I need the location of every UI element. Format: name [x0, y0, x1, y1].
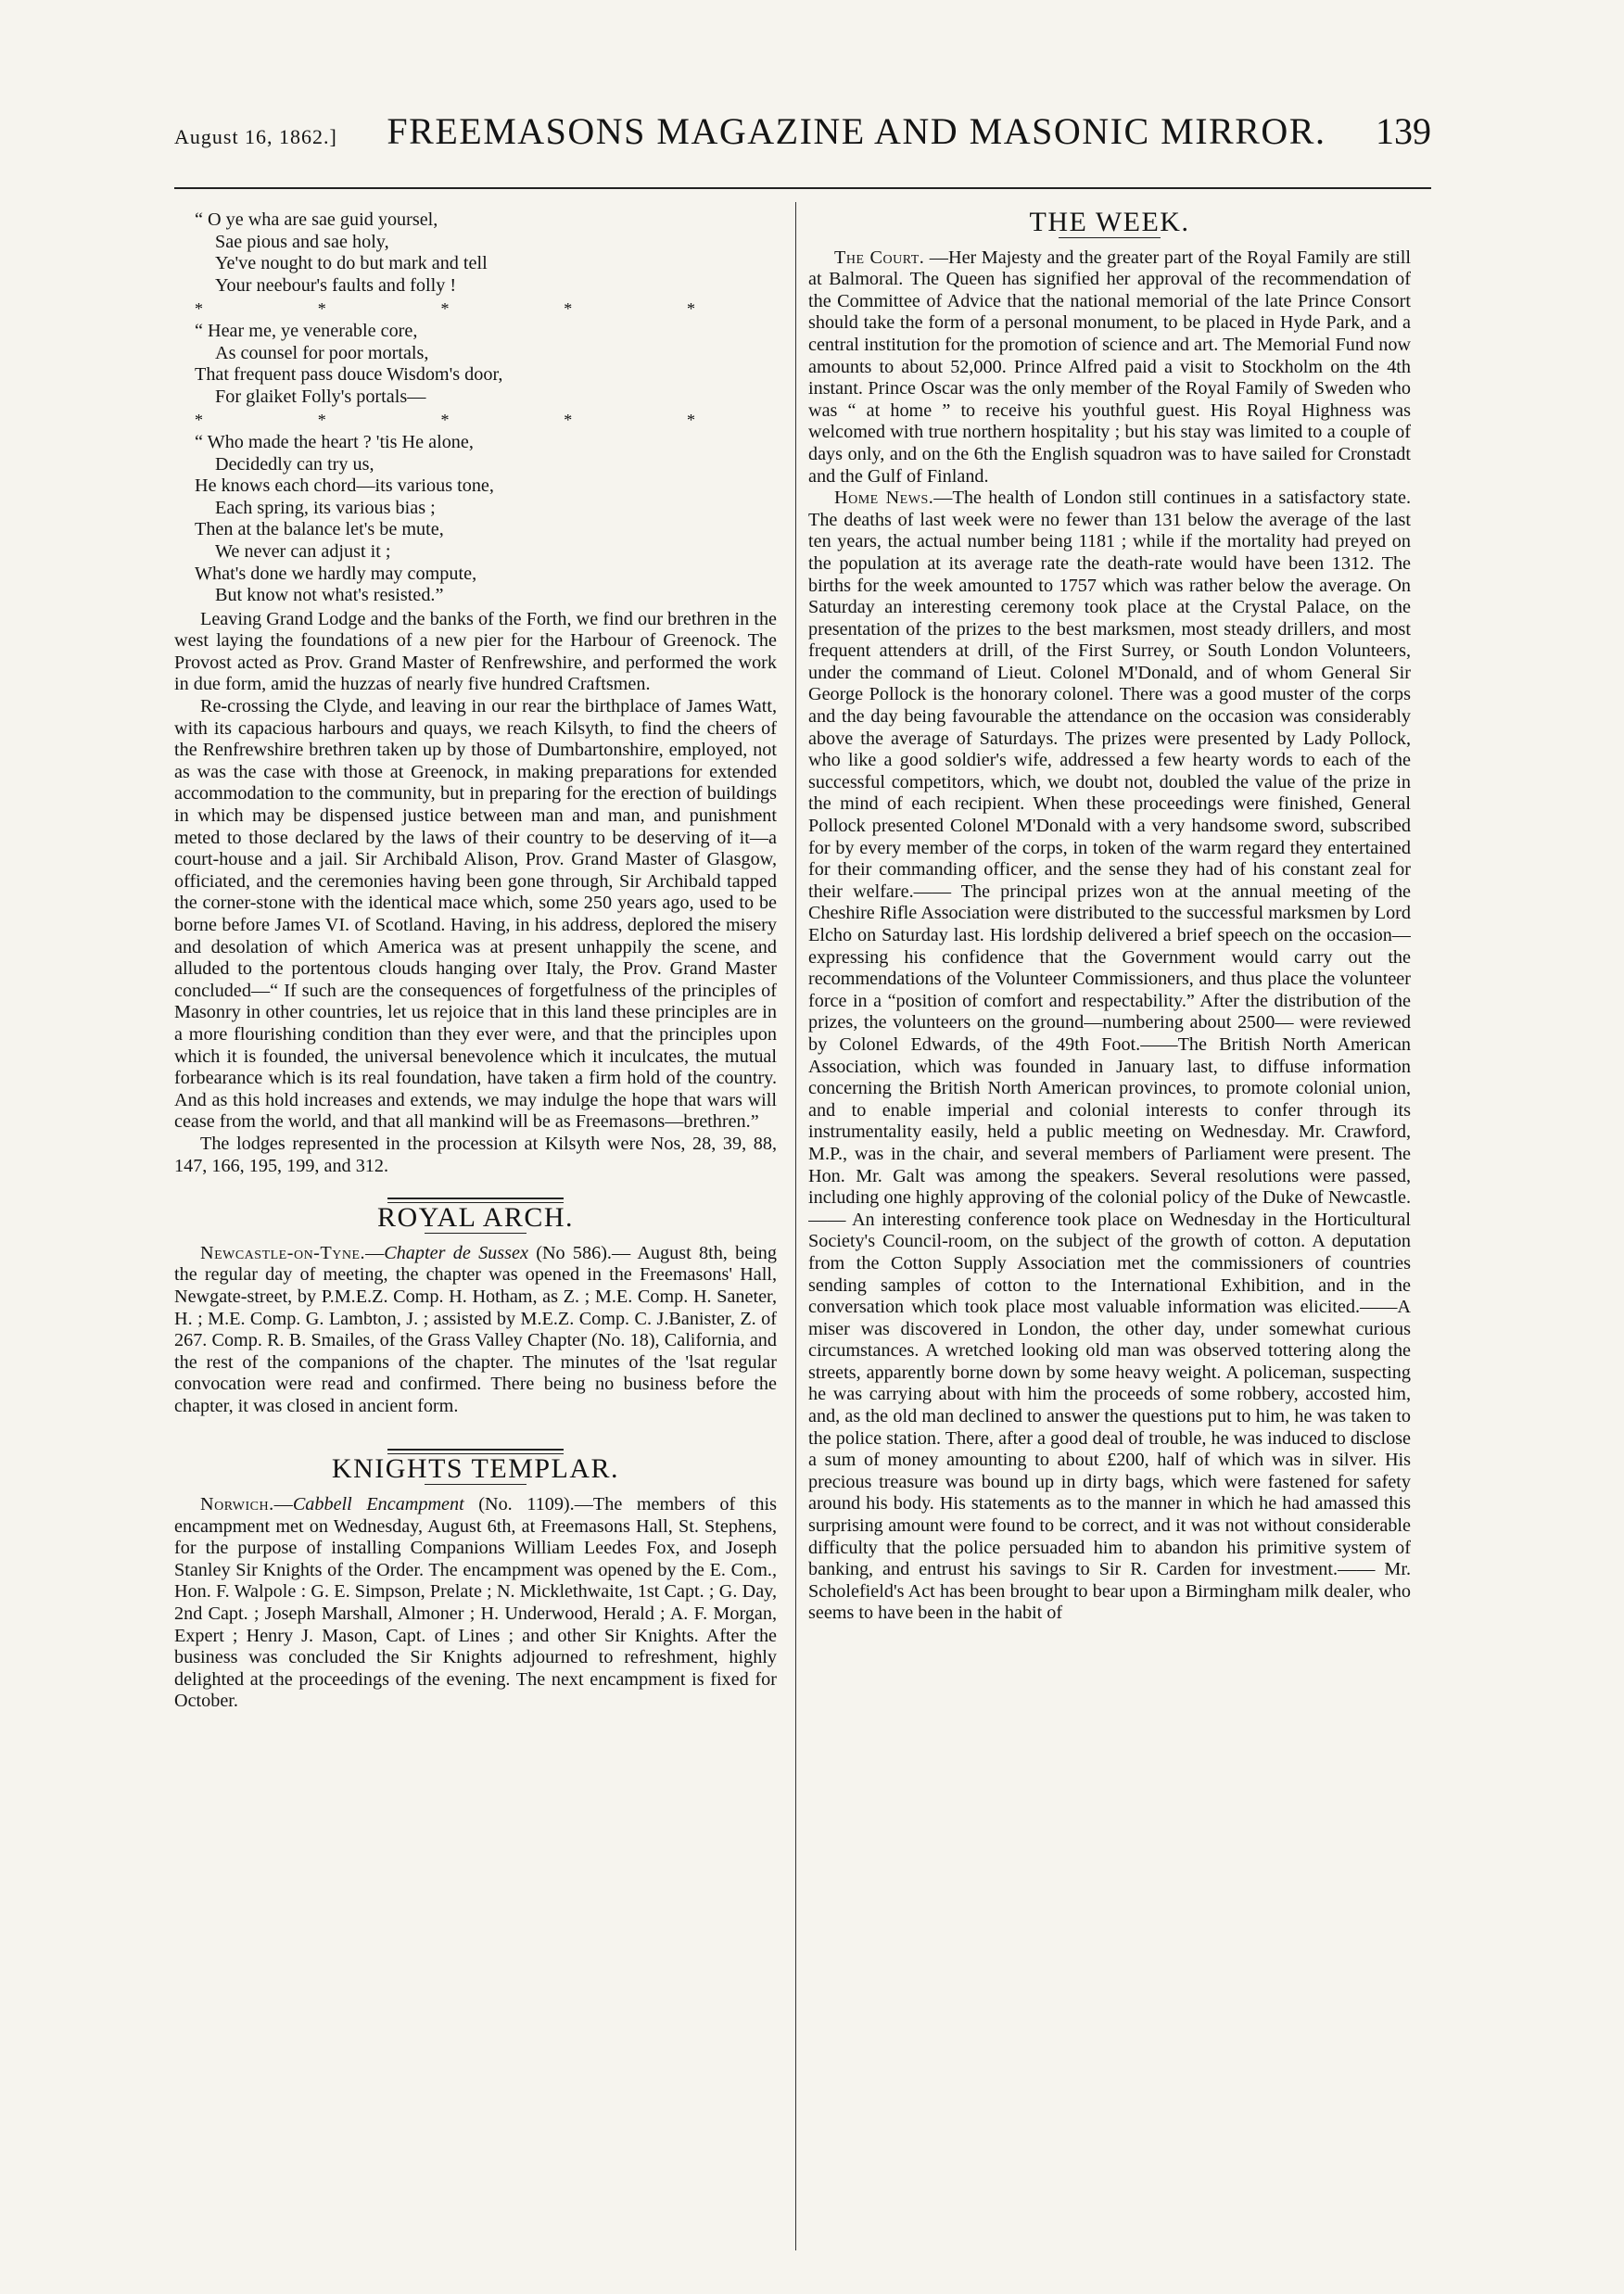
- right-column: [808, 208, 1411, 2247]
- home-news: Home News.—The health of London still continues in a satisfactory state. The deaths of last week were no fewer than 131 below the average of the last ten years, the actual number being 1181 ; while if the mortality had preyed on the population at its average rate the death-rate would have been 1312. The births for the week amounted to 1757 which was rather below the average. On Saturday an interesting ceremony took place at the Crystal Palace, on the presentation of the prizes to the best marksmen, most steady drillers, and most frequent attenders at drill, of the First Surrey, or South London Volunteers, under the command of Lieut. Colonel M'Donald, and of whom General Sir George Pollock is the honorary colonel. There was a good muster of the corps and the day being favourable the attendance on the occasion was considerably above the average of Saturdays. The prizes were presented by Lady Pollock, who like a good soldier's wife, addressed a few hearty words to each of the successful competitors, which, we doubt not, doubled the value of the prize in the mind of each recipient. When these proceedings were finished, General Pollock presented Colonel M'Donald with a very handsome sword, subscribed for by every member of the corps, in token of the warm regard they entertained for their commanding officer, and the sense they had of his constant zeal for their welfare.—— The principal prizes won at the annual meeting of the Cheshire Rifle Association were distributed to the successful marksmen by Lord Elcho on Saturday last. His lordship delivered a brief speech on the occasion—expressing his confidence that the Government would carry out the recommendations of the Volunteer Commissioners, and thus place the volunteer force in a “position of comfort and respectability.” After the distribution of the prizes, the volunteers on the ground—numbering about 2500— were reviewed by Colonel Edwards, of the 49th Foot.——The British North American Association, which was founded in January last, to diffuse information concerning the British North American provinces, to promote colonial union, and to enable imperial and colonial interests to confer through its instrumentality easily, held a public meeting on Wednesday. Mr. Crawford, M.P., was in the chair, and several members of Parliament were present. The Hon. Mr. Galt was among the speakers. Several resolutions were passed, including one highly approving of the colonial policy of the Duke of Newcastle.—— An interesting conference took place on Wednesday in the Horticultural Society's Council-room, on the subject of the growth of cotton. A deputation from the Cotton Supply Association met the commissioners of countries sending samples of cotton to the International Exhibition, and in the conversation which took place most valuable information was elicited.——A miser was discovered in London, the other day, under somewhat curious circumstances. A wretched looking old man was observed tottering along the streets, apparently borne down by some heavy weight. A policeman, suspecting he was carrying about with him the proceeds of some robbery, accosted him, and, as the old man declined to answer the questions put to him, he was taken to the police station. There, after a good deal of trouble, he was induced to disclose a sum of money amounting to about £200, half of which was in silver. His precious treasure was bound up in dirty bags, which were fastened for safety around his body. His statements as to the manner in which he had amassed this surprising amount were found to be correct, and it was not without considerable difficulty that the police persuaded him to abandon his primitive system of banking, and entrust his savings to Sir R. Carden for investment.—— Mr. Scholefield's Act has been brought to bear upon a Birmingham milk dealer, who seems to have been in the habit of: [808, 488, 1411, 1624]
- verse-line: “ Who made the heart ? 'tis He alone,: [195, 431, 474, 452]
- knights-templar-report: Norwich.—Cabbell Encampment (No. 1109).—The members of this encampment met on Wednesday, August 6th, at Freemasons Hall, St. Stephens, for the purpose of installing Companions William Leedes Fox, and Joseph Stanley Sir Knights of the Order. The encampment was opened by the E. Com., Hon. F. Walpole : G. E. Simpson, Prelate ; N. Micklethwaite, 1st Capt. ; G. Day, 2nd Capt. ; Joseph Marshall, Almoner ; H. Underwood, Herald ; A. F. Morgan, Expert ; Henry J. Mason, Capt. of Lines ; and other Sir Knights. After the business was concluded the Sir Knights adjourned to refreshment, highly delighted at the proceedings of the evening. The next encampment is fixed for October.: [174, 1494, 777, 1712]
- page-header: [174, 109, 1431, 184]
- header-rule: [174, 187, 1431, 189]
- encampment-name: Cabbell Encampment: [292, 1494, 464, 1515]
- paragraph: Leaving Grand Lodge and the banks of the Forth, we find our brethren in the west laying the foundations of a new pier for the Harbour of Greenock. The Provost acted as Prov. Grand Master of Renfrewshire, and performed the work in due form, amid the huzzas of nearly five hundred Craftsmen.: [174, 608, 777, 695]
- asterism: * * * * *: [195, 299, 695, 319]
- place-name: Norwich.: [200, 1494, 274, 1515]
- verse-line: Each spring, its various bias ;: [215, 497, 436, 518]
- verse-line: He knows each chord—its various tone,: [195, 475, 494, 497]
- paragraph: The lodges represented in the procession at Kilsyth were Nos, 28, 39, 88, 147, 166, 195, 199, and 312.: [174, 1133, 777, 1176]
- verse-line: That frequent pass douce Wisdom's door,: [195, 364, 503, 386]
- paragraph-lead: Home News.: [834, 488, 934, 509]
- verse-line: What's done we hardly may compute,: [195, 563, 477, 584]
- page-number: 139: [1375, 110, 1431, 152]
- column-divider: [795, 202, 796, 2250]
- paragraph: Re-crossing the Clyde, and leaving in our rear the birthplace of James Watt, with its capacious harbours and quays, we reach Kilsyth, to find the cheers of the Renfrewshire brethren taken up by those of Dumbartonshire, employed, not as was the case with those at Greenock, in making preparations for extended accommodation to the community, but in preparing for the erection of buildings in which may be dispensed justice between man and man, and punishment meted to those declared by the laws of their country to be deserving of it—a court-house and a jail. Sir Archibald Alison, Prov. Grand Master of Glasgow, officiated, and the ceremonies having been gone through, Sir Archibald tapped the corner-stone with the identical mace which, some 250 years ago, used to be borne before James VI. of Scotland. Having, in his address, deplored the misery and desolation of which America was at present unhappily the scene, and alluded to the portentous clouds hanging over Italy, the Prov. Grand Master concluded—“ If such are the consequences of forgetfulness of the principles of Masonry in other countries, let us rejoice that in this land these principles are in a more flourishing condition than they ever were, and that the principles upon which it is founded, the universal benevolence which it inculcates, the mutual forbearance which is its real foundation, have taken a firm hold of the country. And as this hold increases and extends, we may indulge the hope that wars will cease from the world, and that all mankind will be as Freemasons—brethren.”: [174, 696, 777, 1133]
- verse-stanza: [174, 321, 777, 408]
- section-rule: [425, 1484, 527, 1485]
- section-heading-royal-arch: ROYAL ARCH.: [376, 1202, 575, 1234]
- issue-date: August 16, 1862.]: [174, 125, 337, 148]
- verse-line: Decidedly can try us,: [215, 453, 374, 475]
- chapter-name: Chapter de Sussex: [384, 1242, 528, 1263]
- section-heading-the-week: THE WEEK.: [1029, 208, 1190, 237]
- verse-line: But know not what's resisted.”: [215, 585, 444, 606]
- verse-line: As counsel for poor mortals,: [215, 342, 429, 363]
- verse-line: “ Hear me, ye venerable core,: [195, 320, 418, 341]
- paragraph-lead: The Court.: [834, 247, 925, 268]
- verse-line: For glaiket Folly's portals—: [215, 386, 426, 407]
- royal-arch-report: Newcastle-on-Tyne.—Chapter de Sussex (No 586).— August 8th, being the regular day of meeting, the chapter was opened in the Freemasons' Hall, Newgate-street, by P.M.E.Z. Comp. H. Hotham, as Z. ; M.E. Comp. H. Saneter, H. ; M.E. Comp. G. Lambton, J. ; assisted by M.E.Z. Comp. C. J.Banister, Z. of 267. Comp. R. B. Smailes, of the Grass Valley Chapter (No. 18), California, and the rest of the companions of the chapter. The minutes of the 'lsat regular convocation were read and confirmed. There being no business before the chapter, it was closed in ancient form.: [174, 1242, 777, 1416]
- place-name: Newcastle-on-Tyne.: [200, 1242, 366, 1263]
- verse-line: Then at the balance let's be mute,: [195, 519, 444, 540]
- verse-line: We never can adjust it ;: [215, 540, 391, 562]
- left-column: [174, 209, 777, 2249]
- court-news: The Court. —Her Majesty and the greater part of the Royal Family are still at Balmoral. The Queen has signified her approval of the recommendation of the Committee of Advice that the national memorial of the late Prince Consort should take the form of a personal monument, to be placed in Hyde Park, and a central institution for the promotion of science and art. The Memorial Fund now amounts to about 52,000. Prince Alfred paid a visit to Stockholm on the 4th instant. Prince Oscar was the only member of the Royal Family of Sweden who was “ at home ” to receive his youthful guest. His Royal Highness was welcomed with true northern hospitality ; but his stay was limited to a couple of days only, and on the 6th the English squadron was to have sailed for Cronstadt and the Gulf of Finland.: [808, 247, 1411, 487]
- verse-line: “ O ye wha are sae guid yoursel,: [195, 209, 438, 230]
- verse-stanza: [174, 209, 777, 297]
- section-heading-knights-templar: KNIGHTS TEMPLAR.: [331, 1453, 620, 1485]
- asterism: * * * * *: [195, 411, 695, 430]
- verse-line: Your neebour's faults and folly !: [215, 274, 457, 296]
- verse-stanza: [174, 432, 777, 607]
- publication-title: FREEMASONS MAGAZINE AND MASONIC MIRROR.: [387, 110, 1326, 152]
- verse-line: Sae pious and sae holy,: [215, 231, 389, 252]
- verse-line: Ye've nought to do but mark and tell: [215, 253, 488, 274]
